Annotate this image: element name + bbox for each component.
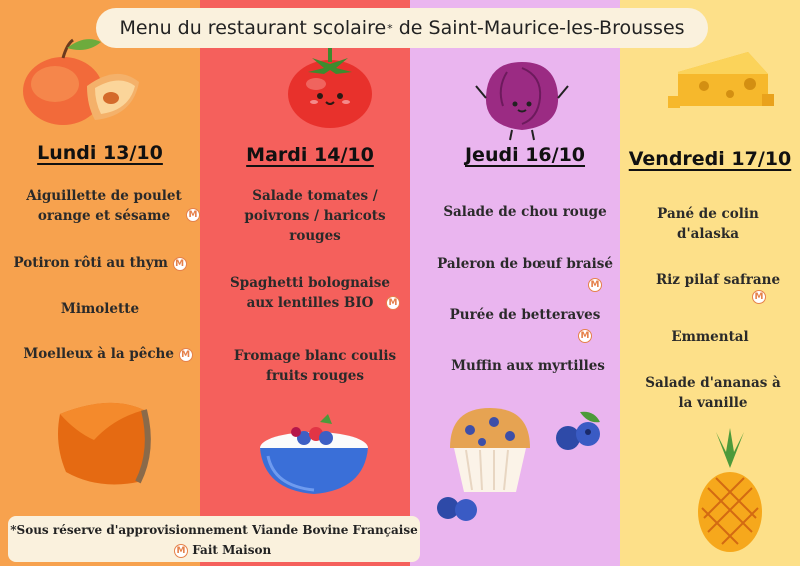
mimolette-icon [50,392,160,492]
fait-maison-badge: M [578,329,592,343]
dish-tuesday-1: Salade tomates / poivrons / haricots rouges [244,188,386,244]
title-asterisk: * [387,21,393,35]
title-place: de Saint-Maurice-les-Brousses [398,17,685,39]
fait-maison-badge: M [173,257,187,271]
dish-monday-3: Mimolette [60,301,140,317]
dish-friday-4: Salade d'ananas à la vanille [645,375,781,411]
blueberries-icon-small [434,488,482,524]
footnote-line-2: Fait Maison [192,543,272,557]
dish-monday-1: Aiguillette de poulet orange et sésame [26,188,182,224]
red-cabbage-icon [467,54,577,142]
cheese-icon [664,46,780,116]
day-header-thursday: Jeudi 16/10 [464,144,586,166]
dish-monday-4: Moelleux à la pêche M [14,344,202,364]
footnote-legend [8,540,420,560]
day-header-tuesday: Mardi 14/10 [246,144,374,166]
title-text: Menu du restaurant scolaire [119,17,387,39]
dish-friday-2: Riz pilaf safrane [655,272,781,288]
day-header-friday: Vendredi 17/10 [628,148,792,170]
blueberries-icon [550,410,608,456]
fait-maison-badge: M [179,348,193,362]
dish-tuesday-3: Fromage blanc coulis fruits rouges [233,348,397,384]
fait-maison-badge: M [752,290,766,304]
footnote-line-1: *Sous réserve d'approvisionnement Viande Bovine Française [10,523,418,537]
page-title [96,8,708,48]
dish-thursday-4: Muffin aux myrtilles [451,358,605,374]
peach-icon [15,26,145,131]
dish-thursday-2: Paleron de bœuf braisé [437,256,613,272]
dish-monday-2: Potiron rôti au thym M [10,253,190,273]
fait-maison-badge: M [186,208,200,222]
tomato-icon [280,42,380,132]
day-header-monday: Lundi 13/10 [37,142,163,164]
dish-tuesday-2: Spaghetti bolognaise aux lentilles BIO [230,275,390,311]
fromage-blanc-bowl-icon [254,408,374,500]
dish-thursday-1: Salade de chou rouge [443,204,607,220]
dish-friday-3: Emmental [671,329,749,345]
footnote-box [8,516,420,562]
fait-maison-badge: M [386,296,400,310]
pineapple-icon [690,428,770,556]
fait-maison-badge: M [174,544,188,558]
dish-friday-1: Pané de colin d'alaska [657,206,759,242]
fait-maison-badge: M [588,278,602,292]
dish-thursday-3: Purée de betteraves [449,307,601,323]
